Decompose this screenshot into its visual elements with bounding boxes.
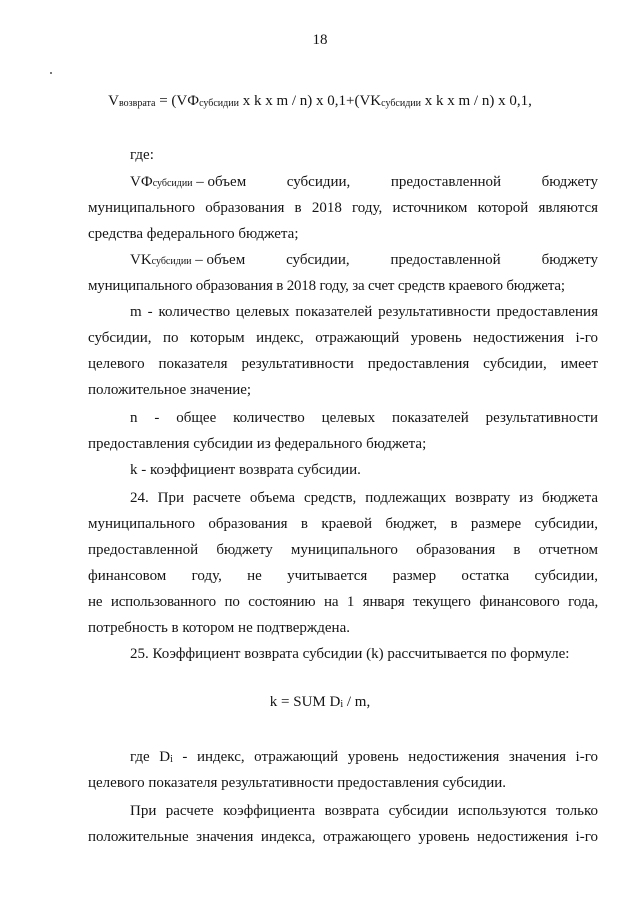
para-24-line-3: предоставленной бюджету муниципального образования в отчетном bbox=[88, 542, 598, 558]
para-24-line-6: потребность в котором не подтверждена. bbox=[88, 620, 350, 636]
word: предоставленной bbox=[390, 252, 501, 268]
word: бюджету bbox=[541, 252, 598, 268]
para-24-line-1: 24. При расчете объема средств, подлежащих возврату из бюджета bbox=[130, 490, 598, 506]
def-n-line-2: предоставления субсидии из федерального бюджета; bbox=[88, 436, 427, 452]
symbol-text: VK bbox=[130, 252, 152, 268]
formula-term: x k x m / n) x 0,1, bbox=[420, 93, 532, 109]
formula-subscript: возврата bbox=[119, 98, 156, 109]
dash-text: – bbox=[191, 252, 207, 268]
where-di-line-1 bbox=[130, 747, 598, 770]
def-m-line-4: положительное значение; bbox=[88, 382, 252, 398]
def-n-line-1: n - общее количество целевых показателей результативности bbox=[130, 410, 598, 426]
symbol-subscript: субсидии bbox=[151, 256, 192, 267]
para-24-line-2: муниципального образования в краевой бюджет, в размере субсидии, bbox=[88, 516, 598, 532]
def-vk-line-2: муниципального образования в 2018 году, за счет средств краевого бюджета; bbox=[88, 278, 565, 294]
dash-text: – bbox=[192, 174, 208, 190]
def-m-line-2: субсидии, по которым индекс, отражающий уровень недостижения i-го bbox=[88, 330, 598, 346]
where-label: где: bbox=[130, 147, 154, 163]
def-vf-line-2: муниципального образования в 2018 году, источником которой являются bbox=[88, 200, 598, 216]
def-vf-line-1 bbox=[130, 172, 598, 194]
def-m-line-1: m - количество целевых показателей результативности предоставления bbox=[130, 304, 598, 320]
di-definition: - индекс, отражающий уровень недостижения значения i-го bbox=[172, 749, 598, 765]
def-m-line-3: целевого показателя результативности предоставления субсидии, имеет bbox=[88, 356, 598, 372]
word: предоставленной bbox=[390, 174, 502, 190]
where-di-line-2: целевого показателя результативности предоставления субсидии. bbox=[88, 775, 507, 791]
formula-subscript: i bbox=[340, 699, 344, 710]
def-vk-symbol bbox=[130, 250, 245, 272]
formula-term: / m, bbox=[343, 694, 371, 710]
para-25: 25. Коэффициент возврата субсидии (k) рассчитывается по формуле: bbox=[130, 646, 570, 662]
def-vf-line-3: средства федерального бюджета; bbox=[88, 226, 299, 242]
formula-term: = (VФ bbox=[155, 93, 200, 109]
def-vk-line-1 bbox=[130, 250, 598, 272]
def-vf-symbol bbox=[130, 172, 246, 194]
para-last-line-1: При расчете коэффициента возврата субсидии используются только bbox=[130, 803, 598, 819]
formula-subscript: субсидии bbox=[381, 98, 421, 109]
formula-term: V bbox=[108, 93, 120, 109]
symbol-subscript: субсидии bbox=[152, 178, 193, 189]
word: объем bbox=[207, 174, 247, 190]
word: бюджету bbox=[541, 174, 598, 190]
word: субсидии, bbox=[286, 252, 350, 268]
scan-speck bbox=[50, 72, 52, 74]
formula-subscript: субсидии bbox=[199, 98, 239, 109]
di-symbol: где D bbox=[130, 749, 171, 765]
formula-term: x k x m / n) x 0,1+(VK bbox=[238, 93, 382, 109]
para-24-line-4: финансовом году, не учитывается размер остатка субсидии, bbox=[88, 568, 598, 584]
word: объем bbox=[206, 252, 246, 268]
para-last-line-2: положительные значения индекса, отражающего уровень недостижения i-го bbox=[88, 829, 598, 845]
para-24-line-5: не использованного по состоянию на 1 января текущего финансового года, bbox=[88, 594, 598, 610]
formula-term: k = SUM D bbox=[269, 694, 341, 710]
word: субсидии, bbox=[286, 174, 351, 190]
symbol-text: VФ bbox=[130, 174, 153, 190]
di-subscript: i bbox=[170, 754, 173, 765]
formula-return-volume bbox=[0, 93, 640, 110]
formula-return-coefficient bbox=[0, 694, 640, 711]
def-k: k - коэффициент возврата субсидии. bbox=[130, 462, 361, 478]
page-number: 18 bbox=[312, 32, 328, 48]
